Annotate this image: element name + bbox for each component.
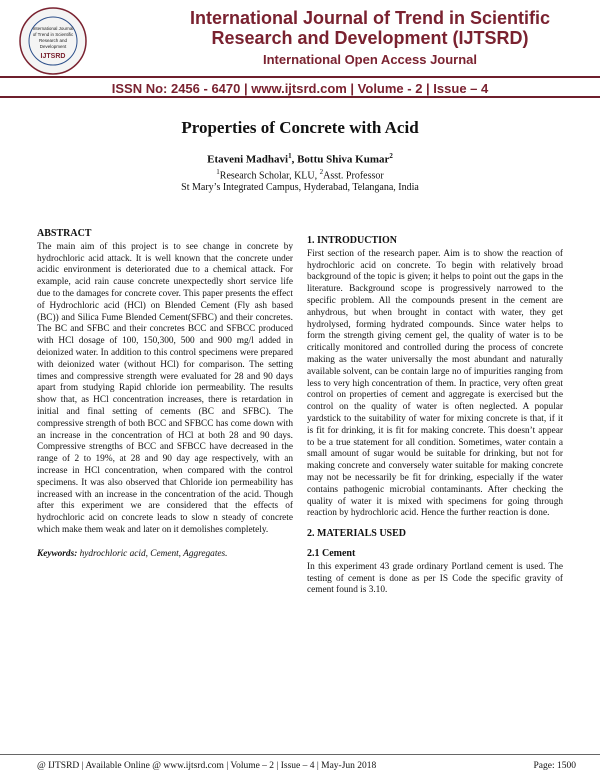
svg-text:Development: Development <box>39 44 67 49</box>
abstract-text: The main aim of this project is to see change in concrete by hydrochloric acid attack. It is well known that the concrete under acidic environment is deteriorated due to a chemical attack. For example, acid rain cause concrete unexpectedly short service life due to the damages for concrete cover. This paper presents the effect of Hydrochloric acid (HCl) on Blended Cement (Fly ash based (BC)) and Silica Fume Blended Cement(SFBC) and their concretes. The BC and SFBC and their concretes BCC and SFBCC produced with HCl dosage of 100, 150,300, 500 and 900 mg/l added in deionized water. In addition to this control specimens were prepared with deionized water (without HCl) for comparison. The setting times and compressive strength were evaluated for 28 and 90 days apart from studying Rapid chloride ion permeability. The results show that, as HCl concentration increases, there is retardation in initial and final setting of cements (BC and SFBC). The compressive strength of both BCC and SFBCC has come down with an increase in the concentration of HCl at both 28 and 90 days. Compressive strengths of BCC and SFBCC have decreased in the range of 2 to 19%, at 28 and 90 day age respectively, with an increase in HCl concentration, when compared with the control specimens. It was also observed that Chloride ion permeability has increased with an increase in the concentration of the acid. Though after this experiment we are considered that the effects of hydrochloric acid on concrete leads to slow n steady of concrete which make them weak and later on it demolishes completely. <box>37 241 293 535</box>
svg-text:Research and: Research and <box>38 38 68 43</box>
right-column <box>307 235 563 597</box>
svg-text:International Journal: International Journal <box>32 26 74 31</box>
page-number: Page: 1500 <box>533 761 576 771</box>
intro-text: First section of the research paper. Aim is to show the reaction of hydrochloric acid on concrete. To begin with relatively broad background of the topic is given; it helps to point out the gaps in the literature. Background scope is progressively narrowed to the specific problem. All the compounds present in the cement are anhydrous, but when brought in contact with water, they get hydrolysed, forming hydrated compounds. Since water helps to form the strength giving cement gel, the quality of water is to be critically monitored and controlled during the process of concrete making as the water universally the most abundant and naturally available solvent, can be contain large no of impurities ranging from less to very high concentration of them. In practice, very often great control on properties of cement and aggregate is exercised but the control on the quality of water is often neglected. A popular yardstick to the suitability of water for mixing concrete is that, if it is fit for drinking, it is fit for making concrete. This doesn’t appear to be a true statement for all condition. Sometimes, water contain a small amount of sugar would be suitable for drinking, but not for making concrete and conversely water suitable for making concrete may not be necessarily be fit for drinking, especially if the water contains pathogenic microbial contaminants. After checking the quality of water it is mixed with specimens for going through reaction by hydrochloric acid. Hence the further reaction is done. <box>307 248 563 519</box>
authors: Etaveni Madhavi$^1$, Bottu Shiva Kumar$^2$ <box>207 152 393 166</box>
paper-title: Properties of Concrete with Acid <box>181 118 419 137</box>
intro-heading: 1. INTRODUCTION <box>307 235 398 246</box>
journal-logo-icon <box>18 6 88 76</box>
left-column <box>37 228 293 561</box>
journal-title: International Journal of Trend in Scientific Research and Development (IJTSRD) <box>189 8 551 48</box>
svg-text:IJTSRD: IJTSRD <box>40 53 66 60</box>
campus-affiliation: St Mary’s Integrated Campus, Hyderabad, Telangana, India <box>181 182 419 193</box>
journal-header <box>0 0 600 98</box>
affiliation: $^1$Research Scholar, KLU, $^2$Asst. Professor <box>216 168 384 182</box>
footer-journal-info: @ IJTSRD | Available Online @ www.ijtsrd.com | Volume – 2 | Issue – 4 | May-Jun 2018 <box>37 761 377 771</box>
cement-subheading: 2.1 Cement <box>307 547 356 559</box>
issn-bar: ISSN No: 2456 - 6470 | www.ijtsrd.com | Volume - 2 | Issue – 4 <box>0 76 600 98</box>
svg-text:of Trend in Scientific: of Trend in Scientific <box>32 32 74 37</box>
abstract-heading: ABSTRACT <box>37 228 92 239</box>
journal-subtitle: International Open Access Journal <box>262 52 478 67</box>
cement-text: In this experiment 43 grade ordinary Portland cement is used. The testing of cement is done as per IS Code the specific gravity of cement found is 3.10. <box>307 561 563 596</box>
page-footer <box>0 754 600 777</box>
keywords: Keywords: hydrochloric acid, Cement, Aggregates. <box>37 548 228 559</box>
materials-heading: 2. MATERIALS USED <box>307 528 406 540</box>
